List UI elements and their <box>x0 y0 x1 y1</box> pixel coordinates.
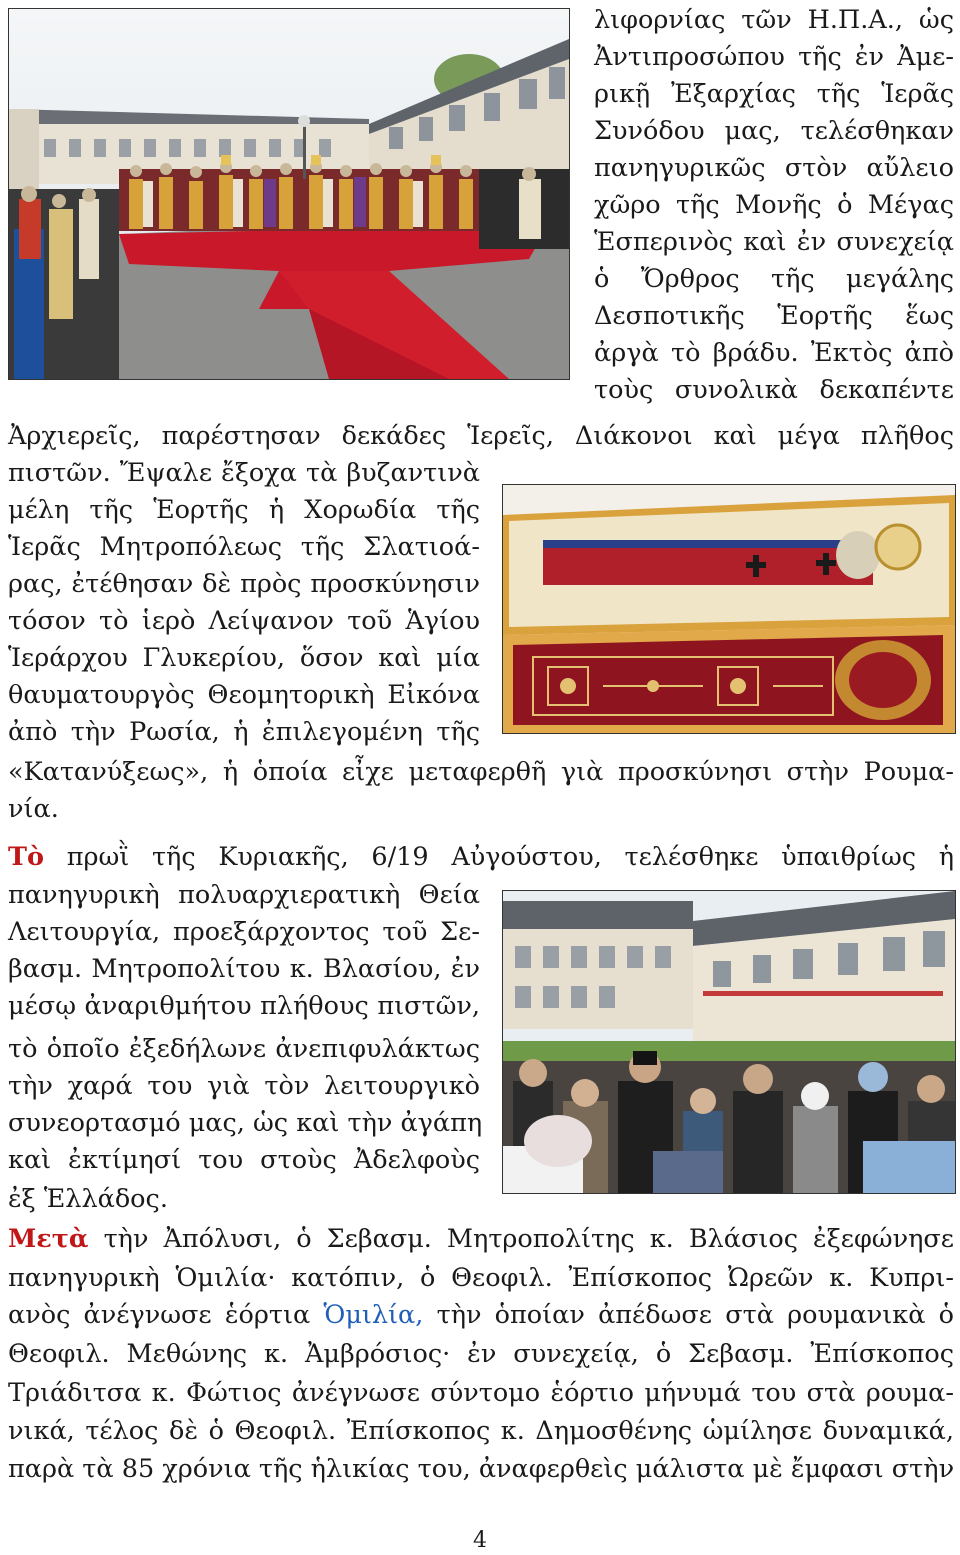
photo-bishops-courtyard-image <box>9 9 569 379</box>
text-line: Ἱερᾶς Μητροπόλεως τῆς Σλατιοά- <box>8 532 480 562</box>
text-line: πανηγυρικὴ Ὁμιλία· κατόπιν, ὁ Θεοφιλ. Ἐπίσκοπος Ὠρεῶν κ. Κυπρι- <box>8 1263 954 1293</box>
text-line: συνεορτασμό μας, ὡς καὶ τὴν ἀγάπη <box>8 1108 483 1138</box>
text-line: Ἑσπερινὸς καὶ ἐν συνεχείᾳ <box>594 227 954 257</box>
drop-word-meta: Μετὰ <box>8 1224 89 1254</box>
text-line: ἀπὸ τὴν Ρωσία, ἡ ἐπιλεγομένη τῆς <box>8 717 480 747</box>
text-line: Λειτουργία, προεξάρχοντος τοῦ Σε- <box>8 917 480 947</box>
text-line: τὴν χαρά του γιὰ τὸν λειτουργικὸ <box>8 1071 480 1101</box>
text-line: Δεσποτικῆς Ἑορτῆς ἕως <box>594 301 954 331</box>
text-line: πιστῶν. Ἔψαλε ἔξοχα τὰ βυζαντινὰ <box>8 458 480 488</box>
text-line: τόσον τὸ ἱερὸ Λείψανον τοῦ Ἁγίου <box>8 606 480 636</box>
text-line: ρικῇ Ἐξαρχίας τῆς Ἱερᾶς <box>594 79 954 109</box>
text-line: θαυματουργὸς Θεομητορικὴ Εἰκόνα <box>8 680 480 710</box>
text-line: χῶρο τῆς Μονῆς ὁ Μέγας <box>594 190 954 220</box>
photo-relic <box>502 484 956 734</box>
text-span: τὴν ὁποίαν ἀπέδωσε στὰ ρουμανικὰ ὁ <box>436 1300 954 1330</box>
text-span: τὴν Ἀπόλυσι, ὁ Σεβασμ. Μητροπολίτης κ. Βλάσιος ἐξεφώνησε <box>103 1224 955 1254</box>
text-line: Ἀντιπροσώπου τῆς ἐν Ἀμε- <box>594 42 954 72</box>
text-line: βασμ. Μητροπολίτου κ. Βλασίου, ἐν <box>8 954 480 984</box>
text-line: παρὰ τὰ 85 χρόνια τῆς ἡλικίας του, ἀναφερθεὶς μάλιστα μὲ ἔμφασι στὴν <box>8 1454 955 1484</box>
text-span: ανὸς ἀνέγνωσε ἑόρτια <box>8 1300 311 1330</box>
text-line: «Κατανύξεως», ἡ ὁποία εἶχε μεταφερθῆ γιὰ προσκύνησι στὴν Ρουμα- <box>8 757 954 787</box>
drop-word-to: Τὸ <box>8 842 44 872</box>
text-line: νία. <box>8 794 59 824</box>
text-line-with-link <box>8 1300 954 1330</box>
text-line: πανηγυρικὴ πολυαρχιερατικὴ Θεία <box>8 880 480 910</box>
text-line: ἀργὰ τὸ βράδυ. Ἐκτὸς ἀπὸ <box>594 338 954 368</box>
text-line: πανηγυρικῶς στὸν αὔλειο <box>594 153 954 183</box>
text-line: Ἀρχιερεῖς, παρέστησαν δεκάδες Ἱερεῖς, Διάκονοι καὶ μέγα πλῆθος <box>8 421 954 451</box>
text-line: Τριάδιτσα κ. Φώτιος ἀνέγνωσε σύντομο ἑόρτιο μήνυμά του στὰ ρουμα- <box>8 1378 954 1408</box>
text-line: μέσῳ ἀναριθμήτου πλήθους πιστῶν, <box>8 991 480 1021</box>
text-span: πρωῒ τῆς Κυριακῆς, 6/19 Αὐγούστου, τελέσθηκε ὑπαιθρίως ἡ <box>66 842 955 872</box>
text-line: ὁ Ὄρθρος τῆς μεγάλης <box>594 264 954 294</box>
photo-crowd-faithful <box>502 890 956 1194</box>
text-line: νικά, τέλος δὲ ὁ Θεοφιλ. Ἐπίσκοπος κ. Δημοσθένης ὡμίλησε δυναμικά, <box>8 1416 954 1446</box>
text-line: τὸ ὁποῖο ἐξεδήλωνε ἀνεπιφυλάκτως <box>8 1034 480 1064</box>
photo-crowd-faithful-image <box>503 891 955 1193</box>
photo-relic-image <box>503 485 955 733</box>
text-line: ἐξ Ἑλλάδος. <box>8 1184 168 1214</box>
text-line: λιφορνίας τῶν Η.Π.Α., ὡς <box>594 5 954 35</box>
text-line: τοὺς συνολικὰ δεκαπέντε <box>594 375 954 405</box>
text-line: ρας, ἐτέθησαν δὲ πρὸς προσκύνησιν <box>8 569 480 599</box>
text-line: Ἱεράρχου Γλυκερίου, ὅσον καὶ μία <box>8 643 480 673</box>
text-line: Θεοφιλ. Μεθώνης κ. Ἀμβρόσιος· ἐν συνεχείᾳ, ὁ Σεβασμ. Ἐπίσκοπος <box>8 1339 954 1369</box>
page-number: 4 <box>473 1528 487 1553</box>
paragraph-after-dismissal-first-line <box>8 1224 954 1254</box>
text-line: καὶ ἐκτίμησί του στοὺς Ἀδελφοὺς <box>8 1145 480 1175</box>
text-line: μέλη τῆς Ἑορτῆς ἡ Χορωδία τῆς <box>8 495 480 525</box>
photo-bishops-courtyard <box>8 8 570 380</box>
homily-link[interactable]: Ὁμιλία, <box>323 1300 424 1330</box>
text-line: Συνόδου μας, τελέσθηκαν <box>594 116 954 146</box>
paragraph-sunday-first-line <box>8 842 954 872</box>
